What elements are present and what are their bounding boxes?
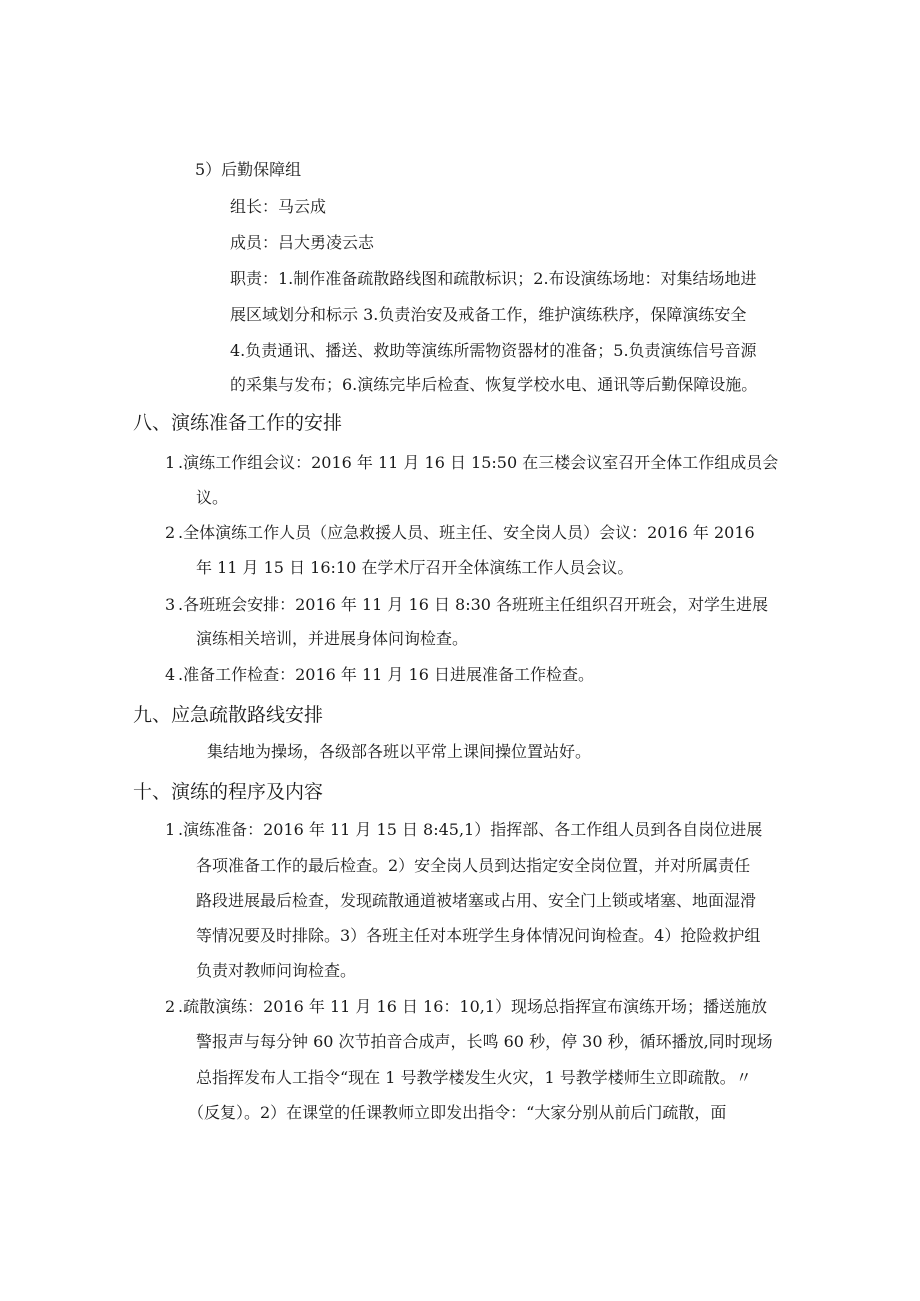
subsection-title: 5）后勤保障组	[195, 160, 302, 179]
list-item-line: 路段进展最后检查，发现疏散通道被堵塞或占用、安全门上锁或堵塞、地面湿滑	[196, 891, 757, 910]
list-number: 2	[165, 523, 176, 542]
list-item-line: 议。	[196, 488, 229, 507]
list-item-line: .疏散演练：2016 年 11 月 16 日 16：10,1）现场总指挥宣布演练开场；播送施放	[178, 997, 768, 1016]
section-heading: 九、应急疏散路线安排	[133, 704, 324, 726]
list-item-line: 年 11 月 15 日 16:10 在学术厅召开全体演练工作人员会议。	[196, 558, 634, 577]
list-item-line: 负责对教师问询检查。	[196, 961, 357, 980]
list-number: 1	[165, 453, 176, 472]
section-heading: 十、演练的程序及内容	[133, 781, 324, 803]
duty-line: 的采集与发布；6.演练完毕后检查、恢复学校水电、通讯等后勤保障设施。	[230, 375, 758, 394]
list-item-line: （反复）。2）在课堂的任课教师立即发出指令：“大家分别从前后门疏散，面	[188, 1103, 727, 1122]
group-leader: 组长：马云成	[230, 197, 327, 216]
list-item-line: 总指挥发布人工指令“现在 1 号教学楼发生火灾，1 号教学楼师生立即疏散。〃	[196, 1068, 752, 1087]
list-item-line: .各班班会安排：2016 年 11 月 16 日 8:30 各班班主任组织召开班会，对学生进展	[178, 595, 769, 614]
list-item-line: 各项准备工作的最后检查。2）安全岗人员到达指定安全岗位置，并对所属责任	[196, 856, 751, 875]
section-heading: 八、演练准备工作的安排	[133, 412, 343, 434]
duty-line: 展区域划分和标示 3.负责治安及戒备工作，维护演练秩序，保障演练安全	[230, 305, 747, 324]
duty-line: 4.负责通讯、播送、救助等演练所需物资器材的准备；5.负责演练信号音源	[230, 341, 757, 360]
duty-line: 职责：1.制作准备疏散路线图和疏散标识；2.布设演练场地：对集结场地进	[230, 269, 757, 288]
list-item-line: .准备工作检查：2016 年 11 月 16 日进展准备工作检查。	[178, 665, 594, 684]
list-number: 1	[165, 820, 176, 839]
list-number: 3	[165, 595, 176, 614]
list-number: 2	[165, 997, 176, 1016]
list-item-line: .演练工作组会议：2016 年 11 月 16 日 15:50 在三楼会议室召开全体工作组成员会	[178, 453, 779, 472]
list-item-line: 等情况要及时排除。3）各班主任对本班学生身体情况问询检查。4）抢险救护组	[196, 926, 761, 945]
list-item-line: 演练相关培训，并进展身体问询检查。	[196, 629, 469, 648]
list-number: 4	[165, 665, 176, 684]
group-members: 成员：吕大勇凌云志	[230, 233, 375, 252]
list-item-line: .全体演练工作人员（应急救援人员、班主任、安全岗人员）会议：2016 年 2016	[178, 523, 755, 542]
list-item-line: .演练准备：2016 年 11 月 15 日 8:45,1）指挥部、各工作组人员到各自岗位进展	[178, 820, 763, 839]
paragraph: 集结地为操场，各级部各班以平常上课间操位置站好。	[207, 742, 592, 761]
list-item-line: 警报声与每分钟 60 次节拍音合成声，长鸣 60 秒，停 30 秒，循环播放,同时现场	[196, 1032, 773, 1051]
